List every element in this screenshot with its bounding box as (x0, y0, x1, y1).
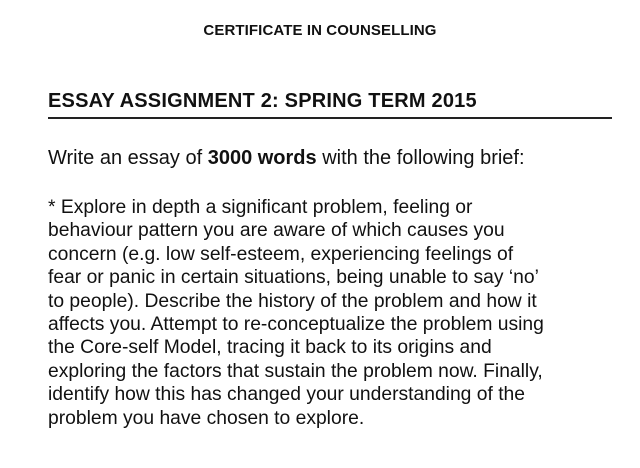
brief-line: affects you. Attempt to re-conceptualize the problem using (48, 314, 544, 336)
brief-line: fear or panic in certain situations, being unable to say ‘no’ (48, 267, 539, 289)
brief-line: to people). Describe the history of the problem and how it (48, 290, 537, 312)
brief-body (48, 196, 628, 430)
brief-line: behaviour pattern you are aware of which causes you (48, 220, 505, 242)
intro-before: Write an essay of (48, 147, 208, 169)
certificate-title: CERTIFICATE IN COUNSELLING (203, 22, 437, 39)
brief-line: * Explore in depth a significant problem, feeling or (48, 197, 473, 218)
intro-after: with the following brief: (316, 147, 525, 169)
brief-line: concern (e.g. low self-esteem, experiencing feelings of (48, 243, 514, 265)
brief-intro (48, 145, 525, 171)
assignment-heading: ESSAY ASSIGNMENT 2: SPRING TERM 2015 (48, 90, 477, 112)
heading-underline (48, 117, 612, 119)
word-count-emphasis: 3000 words (207, 147, 317, 169)
brief-line: exploring the factors that sustain the problem now. Finally, (48, 360, 543, 382)
brief-line: problem you have chosen to explore. (48, 407, 365, 429)
brief-line: identify how this has changed your understanding of the (48, 384, 525, 406)
brief-line: the Core-self Model, tracing it back to its origins and (48, 337, 492, 359)
